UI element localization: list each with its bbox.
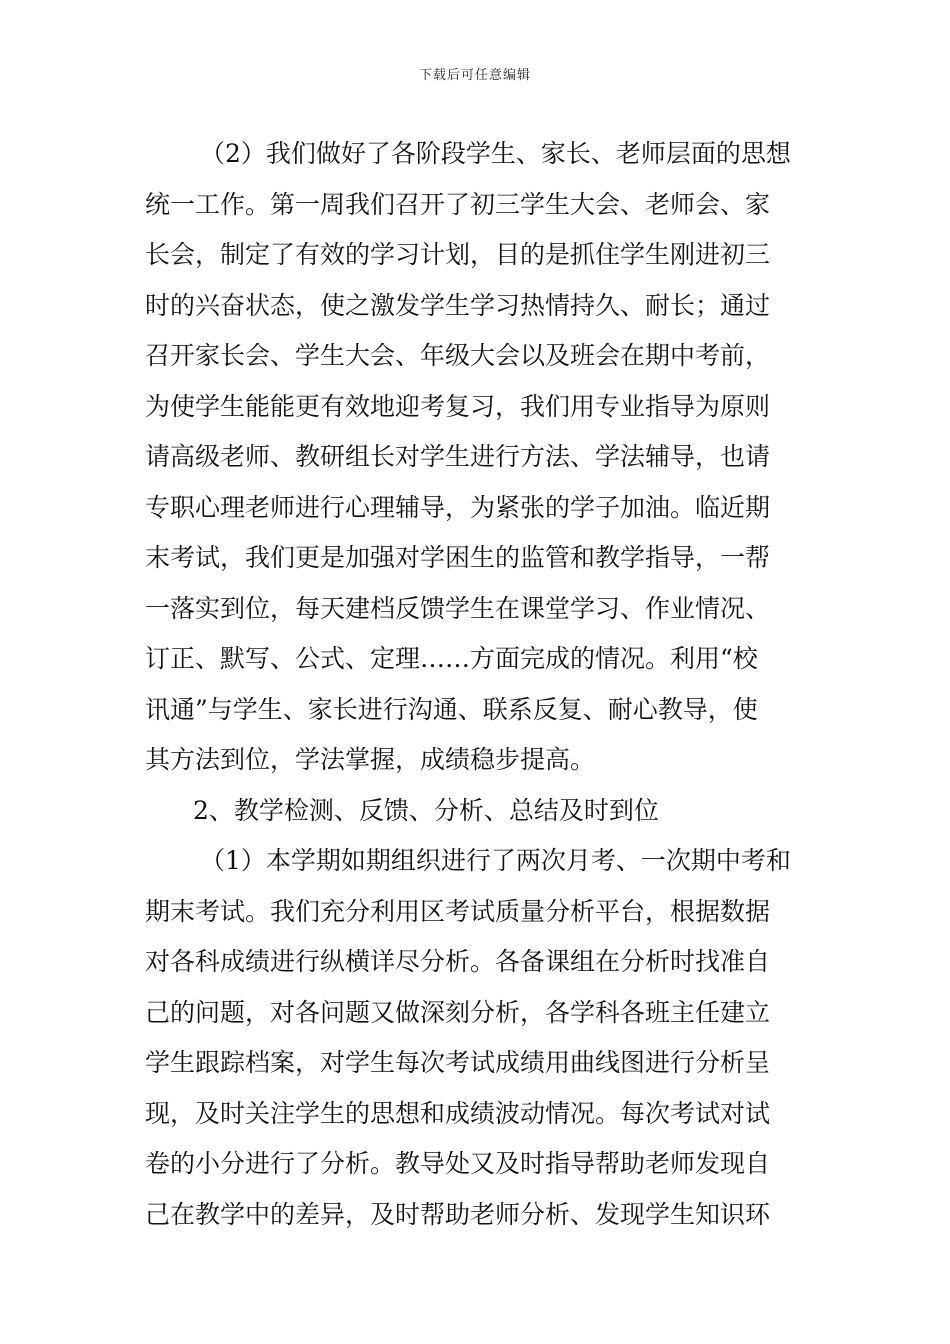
paragraph-line: （1）本学期如期组织进行了两次月考、一次期中考和 bbox=[200, 846, 791, 875]
paragraph-line: 请高级老师、教研组长对学生进行方法、学法辅导，也请 bbox=[145, 442, 771, 471]
paragraph-line: 己的问题，对各问题又做深刻分析，各学科各班主任建立 bbox=[145, 997, 771, 1027]
paragraph-line: 卷的小分进行了分析。教导处又及时指导帮助老师发现自 bbox=[145, 1149, 771, 1178]
paragraph-line: 期末考试。我们充分利用区考试质量分析平台，根据数据 bbox=[145, 896, 771, 926]
paragraph-line: 己在教学中的差异，及时帮助老师分析、发现学生知识环 bbox=[145, 1199, 771, 1229]
paragraph-line: 专职心理老师进行心理辅导，为紧张的学子加油。临近期 bbox=[145, 492, 771, 522]
paragraph-line: 一落实到位，每天建档反馈学生在课堂学习、作业情况、 bbox=[145, 593, 771, 623]
paragraph-line: 统一工作。第一周我们召开了初三学生大会、老师会、家 bbox=[145, 189, 771, 219]
paragraph-line: 讯通”与学生、家长进行沟通、联系反复、耐心教导，使 bbox=[145, 694, 758, 724]
paragraph-line: 末考试，我们更是加强对学困生的监管和教学指导，一帮 bbox=[145, 543, 771, 572]
page-header: 下载后可任意编辑 bbox=[418, 68, 531, 83]
paragraph-line: 召开家长会、学生大会、年级大会以及班会在期中考前， bbox=[145, 341, 771, 370]
paragraph-line: 其方法到位，学法掌握，成绩稳步提高。 bbox=[145, 745, 596, 774]
paragraph-line: 为使学生能能更有效地迎考复习，我们用专业指导为原则 bbox=[145, 391, 771, 421]
paragraph-line: 订正、默写、公式、定理……方面完成的情况。利用“校 bbox=[145, 644, 758, 673]
paragraph-line: 学生跟踪档案，对学生每次考试成绩用曲线图进行分析呈 bbox=[145, 1048, 771, 1077]
document-body bbox=[145, 129, 805, 1240]
paragraph-line: 对各科成绩进行纵横详尽分析。各备课组在分析时找准自 bbox=[145, 947, 771, 976]
paragraph-line: 现，及时关注学生的思想和成绩波动情况。每次考试对试 bbox=[145, 1098, 771, 1128]
section-heading: 2、教学检测、反馈、分析、总结及时到位 bbox=[193, 795, 659, 825]
paragraph-line: 时的兴奋状态，使之激发学生学习热情持久、耐长；通过 bbox=[145, 290, 771, 320]
paragraph-line: 长会，制定了有效的学习计划，目的是抓住学生刚进初三 bbox=[145, 240, 771, 269]
paragraph-line: （2）我们做好了各阶段学生、家长、老师层面的思想 bbox=[200, 139, 791, 168]
